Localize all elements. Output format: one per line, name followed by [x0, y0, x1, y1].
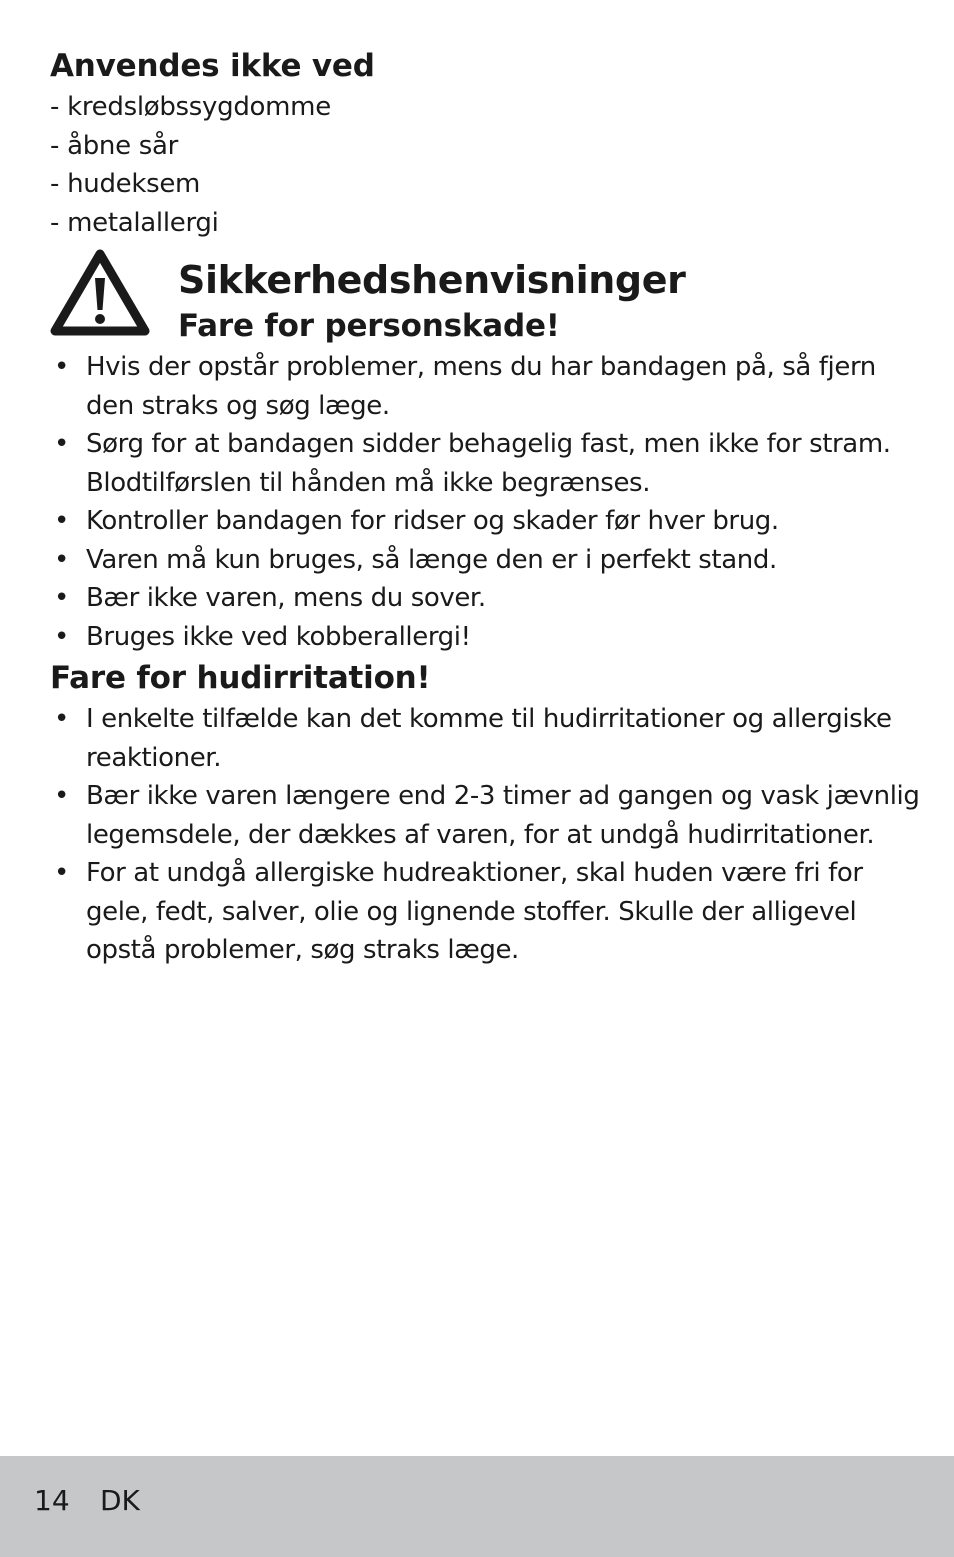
- list-item: [50, 502, 910, 541]
- list-item: [50, 165, 910, 204]
- dash-marker: -: [50, 207, 60, 238]
- list-item-line: Sørg for at bandagen sidder behagelig fast, men ikke for stram.: [86, 429, 891, 459]
- list-item: [50, 204, 910, 243]
- page-number: 14: [34, 1484, 70, 1517]
- bullet-marker: •: [54, 858, 69, 888]
- list-item-text: åbne sår: [67, 130, 179, 161]
- list-item: [50, 348, 910, 425]
- personal-injury-heading: Fare for personskade!: [178, 308, 560, 344]
- list-item-line: I enkelte tilfælde kan det komme til hudirritationer og allergiske: [86, 704, 892, 734]
- list-item: [50, 127, 910, 166]
- bullet-marker: •: [54, 352, 69, 382]
- list-item-text: hudeksem: [67, 169, 201, 199]
- personal-injury-list: [50, 348, 910, 656]
- page-footer: [0, 1456, 954, 1557]
- contraindications-heading: Anvendes ikke ved: [50, 48, 375, 84]
- list-item-line: Blodtilførslen til hånden må ikke begrænses.: [86, 467, 651, 498]
- bullet-marker: •: [54, 781, 69, 811]
- safety-title: Sikkerhedshenvisninger: [178, 258, 686, 302]
- list-item-text: metalallergi: [67, 207, 219, 238]
- list-item-line: Bær ikke varen, mens du sover.: [86, 583, 486, 613]
- list-item: [50, 425, 910, 502]
- dash-marker: -: [50, 169, 60, 199]
- list-item: [50, 579, 910, 618]
- list-item: [50, 541, 910, 580]
- list-item-line: Kontroller bandagen for ridser og skader før hver brug.: [86, 506, 779, 536]
- safety-header: [50, 248, 910, 348]
- list-item-line: opstå problemer, søg straks læge.: [86, 935, 519, 965]
- bullet-marker: •: [54, 506, 69, 536]
- contraindications-list: [50, 88, 910, 242]
- skin-irritation-heading: Fare for hudirritation!: [50, 660, 431, 696]
- list-item: [50, 854, 910, 970]
- dash-marker: -: [50, 92, 60, 122]
- list-item-line: legemsdele, der dækkes af varen, for at undgå hudirritationer.: [86, 819, 875, 850]
- list-item-line: den straks og søg læge.: [86, 390, 390, 421]
- list-item-line: Hvis der opstår problemer, mens du har bandagen på, så fjern: [86, 352, 876, 382]
- list-item: [50, 700, 910, 777]
- list-item: [50, 777, 920, 854]
- list-item-text: kredsløbssygdomme: [67, 92, 331, 122]
- language-code: DK: [100, 1484, 140, 1517]
- list-item: [50, 618, 910, 657]
- list-item-line: gele, fedt, salver, olie og lignende stoffer. Skulle der alligevel: [86, 896, 857, 927]
- bullet-marker: •: [54, 429, 69, 459]
- bullet-marker: •: [54, 704, 69, 734]
- warning-triangle-icon: [50, 248, 150, 336]
- skin-irritation-list: [50, 700, 920, 970]
- list-item-line: reaktioner.: [86, 742, 222, 773]
- bullet-marker: •: [54, 544, 69, 575]
- bullet-marker: •: [54, 621, 69, 652]
- list-item-line: For at undgå allergiske hudreaktioner, skal huden være fri for: [86, 858, 863, 888]
- page-content: [50, 44, 920, 970]
- list-item: [50, 88, 910, 127]
- list-item-line: Bruges ikke ved kobberallergi!: [86, 621, 471, 652]
- bullet-marker: •: [54, 583, 69, 613]
- dash-marker: -: [50, 130, 60, 161]
- list-item-line: Bær ikke varen længere end 2-3 timer ad gangen og vask jævnlig: [86, 781, 920, 811]
- list-item-line: Varen må kun bruges, så længe den er i perfekt stand.: [86, 544, 777, 575]
